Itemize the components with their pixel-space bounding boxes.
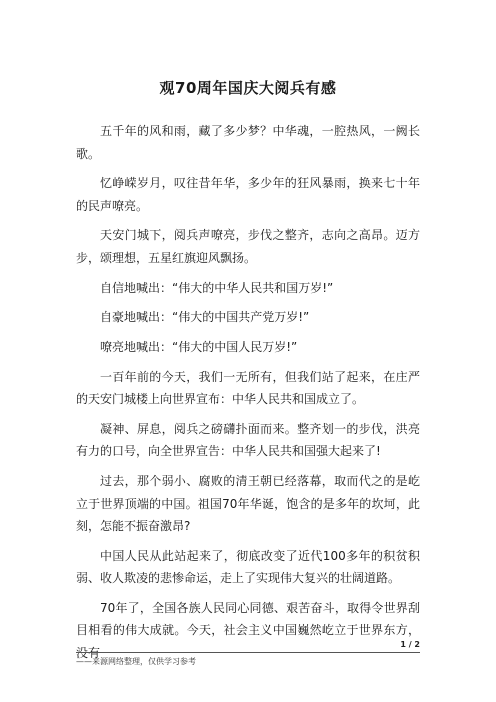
paragraph: 凝神、屏息，阅兵之磅礴扑面而来。整齐划一的步伐，洪亮有力的口号，向全世界宣告：中华人民共和国强大起来了!	[76, 421, 420, 459]
document-body	[76, 120, 420, 672]
paragraph: 自信地喊出：“伟大的中华人民共和国万岁!”	[100, 280, 334, 295]
page-number: 1 / 2	[400, 640, 420, 649]
paragraph: 自豪地喊出：“伟大的中国共产党万岁!”	[100, 310, 310, 325]
paragraph: 忆峥嵘岁月，叹往昔年华，多少年的狂风暴雨，换来七十年的民声嘹亮。	[76, 176, 420, 213]
source-note: ——来源网络整理，仅供学习参考	[76, 657, 196, 666]
paragraph: 中国人民从此站起来了，彻底改变了近代100多年的积贫积弱、收人欺凌的悲惨命运，走上了实现伟大复兴的壮阔道路。	[76, 548, 420, 586]
paragraph: 天安门城下，阅兵声嘹亮，步伐之整齐，志向之高昂。迈方步，颂理想，五星红旗迎风飘扬。	[76, 228, 420, 265]
paragraph: 一百年前的今天，我们一无所有，但我们站了起来，在庄严的天安门城楼上向世界宣布：中华人民共和国成立了。	[76, 369, 420, 407]
document-title: 观70周年国庆大阅兵有感	[159, 79, 337, 97]
footer-divider	[76, 652, 420, 653]
paragraph: 70年了，全国各族人民同心同德、艰苦奋斗，取得令世界刮目相看的伟大成就。今天，社会主义中国巍然屹立于世界东方，没有	[76, 600, 420, 660]
paragraph: 嘹亮地喊出：“伟大的中国人民万岁!”	[100, 339, 298, 354]
paragraph: 五千年的风和雨，藏了多少梦？中华魂，一腔热风，一阙长歌。	[76, 124, 420, 161]
paragraph: 过去，那个弱小、腐败的清王朝已经落幕，取而代之的是屹立于世界顶端的中国。祖国70年华诞，饱含的是多年的坎坷，此刻，怎能不振奋激昂?	[76, 474, 420, 533]
